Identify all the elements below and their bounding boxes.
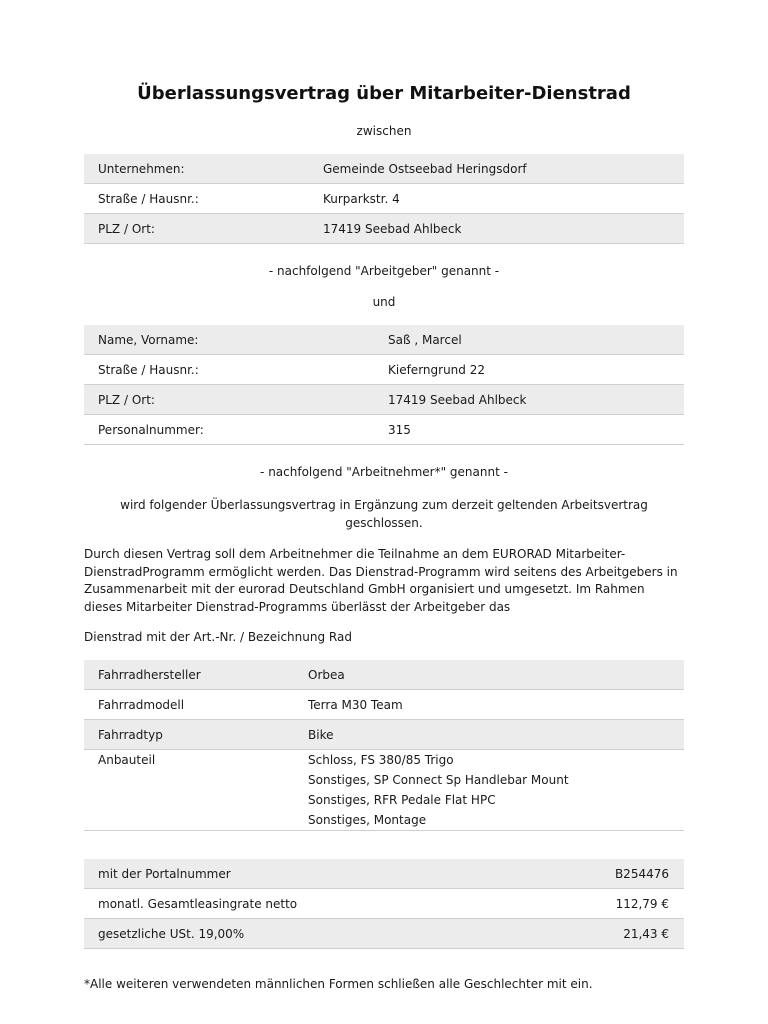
intro-line: wird folgender Überlassungsvertrag in Ergänzung zum derzeit geltenden Arbeitsvertrag geschlossen. — [120, 498, 648, 530]
employee-city-label: PLZ / Ort: — [84, 385, 374, 415]
body-paragraph: Durch diesen Vertrag soll dem Arbeitnehmer die Teilnahme an dem EURORAD Mitarbeiter-DienstradProgramm ermöglicht werden. Das Dienstrad-Programm wird seitens des Arbeitgebers in Zusammenarbeit mit der eurorad Deutschland GmbH organisiert und umgesetzt. Im Rahmen dieses Mitarbeiter Dienstrad-Programms überlässt der Arbeitgeber das — [84, 547, 678, 614]
table-row — [84, 385, 684, 415]
table-row — [84, 355, 684, 385]
table-row — [84, 660, 684, 690]
employee-table — [84, 325, 684, 445]
employer-company-value: Gemeinde Ostseebad Heringsdorf — [309, 154, 684, 184]
table-row — [84, 919, 684, 949]
bike-model-value: Terra M30 Team — [294, 690, 684, 720]
table-row — [84, 325, 684, 355]
list-item: Sonstiges, SP Connect Sp Handlebar Mount — [308, 773, 569, 787]
parts-label-text: Anbauteil — [98, 753, 156, 767]
employee-street-label: Straße / Hausnr.: — [84, 355, 374, 385]
bike-table — [84, 660, 684, 831]
employer-city-value: 17419 Seebad Ahlbeck — [309, 214, 684, 244]
employee-city-value: 17419 Seebad Ahlbeck — [374, 385, 684, 415]
employer-table — [84, 154, 684, 244]
employer-street-label: Straße / Hausnr.: — [84, 184, 309, 214]
list-item: Schloss, FS 380/85 Trigo — [308, 753, 454, 767]
bike-parts-list — [294, 750, 684, 831]
bike-type-value: Bike — [294, 720, 684, 750]
portal-number-value: B254476 — [537, 859, 684, 889]
employee-note: - nachfolgend "Arbeitnehmer*" genannt - — [260, 465, 508, 479]
table-row — [84, 214, 684, 244]
page-title: Überlassungsvertrag über Mitarbeiter-Dienstrad — [137, 83, 631, 104]
table-row — [84, 154, 684, 184]
table-row — [84, 859, 684, 889]
leasing-rate-label: monatl. Gesamtleasingrate netto — [84, 889, 537, 919]
vat-label: gesetzliche USt. 19,00% — [84, 919, 537, 949]
bike-intro: Dienstrad mit der Art.-Nr. / Bezeichnung Rad — [84, 630, 352, 644]
portal-number-label: mit der Portalnummer — [84, 859, 537, 889]
bike-parts-label — [84, 750, 294, 831]
table-row — [84, 750, 684, 831]
bike-maker-label: Fahrradhersteller — [84, 660, 294, 690]
bike-type-label: Fahrradtyp — [84, 720, 294, 750]
employer-city-label: PLZ / Ort: — [84, 214, 309, 244]
and-label: und — [372, 295, 396, 309]
between-label: zwischen — [356, 124, 412, 138]
employee-id-label: Personalnummer: — [84, 415, 374, 445]
employee-id-value: 315 — [374, 415, 684, 445]
employee-name-label: Name, Vorname: — [84, 325, 374, 355]
vat-value: 21,43 € — [537, 919, 684, 949]
table-row — [84, 690, 684, 720]
employer-street-value: Kurparkstr. 4 — [309, 184, 684, 214]
leasing-rate-value: 112,79 € — [537, 889, 684, 919]
employer-note: - nachfolgend "Arbeitgeber" genannt - — [268, 264, 500, 278]
table-row — [84, 415, 684, 445]
table-row — [84, 889, 684, 919]
list-item: Sonstiges, RFR Pedale Flat HPC — [308, 793, 496, 807]
list-item: Sonstiges, Montage — [308, 813, 427, 827]
employee-name-value: Saß , Marcel — [374, 325, 684, 355]
bike-model-label: Fahrradmodell — [84, 690, 294, 720]
costs-table — [84, 859, 684, 949]
footnote: *Alle weiteren verwendeten männlichen Formen schließen alle Geschlechter mit ein. — [84, 977, 593, 991]
table-row — [84, 184, 684, 214]
bike-maker-value: Orbea — [294, 660, 684, 690]
employer-company-label: Unternehmen: — [84, 154, 309, 184]
employee-street-value: Kieferngrund 22 — [374, 355, 684, 385]
table-row — [84, 720, 684, 750]
